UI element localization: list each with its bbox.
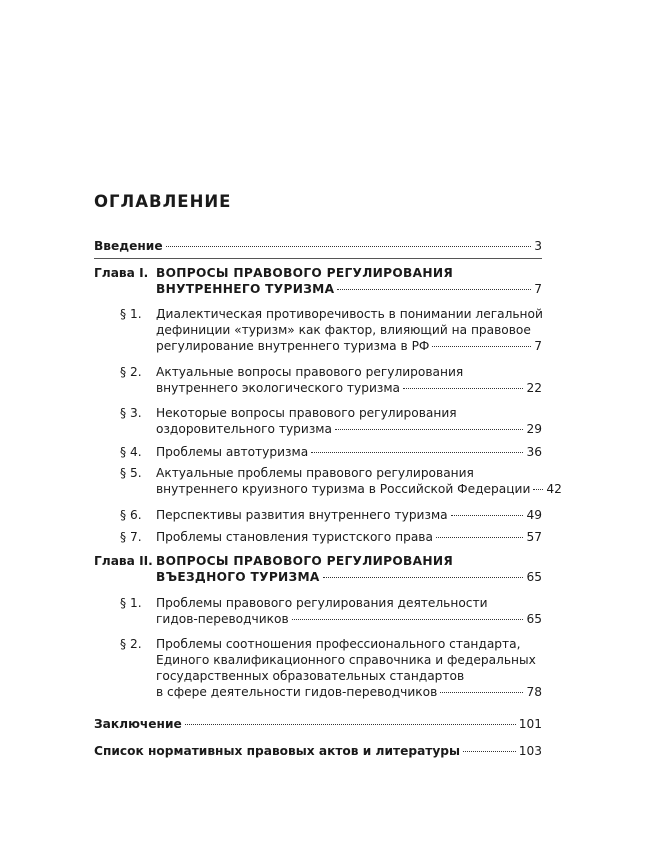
chapter-label: Глава II. bbox=[94, 554, 153, 568]
section-title-line: Проблемы становления туристского права bbox=[156, 530, 433, 544]
dot-leader bbox=[311, 452, 523, 453]
toc-entry-section[interactable] bbox=[94, 529, 542, 545]
section-number: § 1. bbox=[120, 307, 142, 321]
chapter-label: Глава I. bbox=[94, 266, 149, 280]
entry-label: Список нормативных правовых актов и литературы bbox=[94, 744, 461, 758]
section-title-line: Актуальные вопросы правового регулирования bbox=[156, 365, 464, 379]
toc-entry-section[interactable] bbox=[94, 636, 542, 700]
page-number: 7 bbox=[534, 282, 542, 296]
entry-label: Введение bbox=[94, 239, 163, 253]
page-number: 22 bbox=[526, 381, 542, 395]
page-number: 29 bbox=[526, 422, 542, 436]
section-number: § 6. bbox=[120, 508, 142, 522]
section-title-line: Перспективы развития внутреннего туризма bbox=[156, 508, 448, 522]
dot-leader bbox=[335, 429, 524, 430]
page-number: 101 bbox=[518, 717, 542, 731]
section-title-line: Проблемы автотуризма bbox=[156, 445, 309, 459]
dot-leader bbox=[533, 489, 543, 490]
section-number: § 5. bbox=[120, 466, 142, 480]
dot-leader bbox=[292, 619, 524, 620]
section-title-line: Некоторые вопросы правового регулирования bbox=[156, 406, 457, 420]
toc-entry-intro[interactable] bbox=[94, 238, 542, 254]
section-number: § 4. bbox=[120, 445, 142, 459]
dot-leader bbox=[323, 577, 524, 578]
page-number: 78 bbox=[526, 685, 542, 699]
page-number: 36 bbox=[526, 445, 542, 459]
toc-title: ОГЛАВЛЕНИЕ bbox=[94, 192, 232, 211]
toc-entry-section[interactable] bbox=[94, 306, 542, 354]
section-title-line: регулирование внутреннего туризма в РФ bbox=[156, 339, 430, 353]
dot-leader bbox=[463, 751, 516, 752]
toc-entry-chapter-2[interactable] bbox=[94, 553, 542, 585]
section-title-line: дефиниции «туризм» как фактор, влияющий на правовое bbox=[156, 323, 531, 337]
toc-entry-section[interactable] bbox=[94, 507, 542, 523]
dot-leader bbox=[432, 346, 531, 347]
section-title-line: Проблемы правового регулирования деятельности bbox=[156, 596, 488, 610]
page-number: 65 bbox=[526, 570, 542, 584]
section-number: § 7. bbox=[120, 530, 142, 544]
section-title-line: в сфере деятельности гидов-переводчиков bbox=[156, 685, 438, 699]
page-number: 65 bbox=[526, 612, 542, 626]
page-number: 49 bbox=[526, 508, 542, 522]
toc-entry-section[interactable] bbox=[94, 364, 542, 396]
section-title-line: Актуальные проблемы правового регулирования bbox=[156, 466, 474, 480]
entry-label: Заключение bbox=[94, 717, 182, 731]
chapter-title-line: ВОПРОСЫ ПРАВОВОГО РЕГУЛИРОВАНИЯ bbox=[156, 554, 454, 568]
chapter-title-line: ВЪЕЗДНОГО ТУРИЗМА bbox=[156, 570, 320, 584]
section-title-line: внутреннего экологического туризма bbox=[156, 381, 401, 395]
toc-entry-section[interactable] bbox=[94, 465, 562, 497]
page-number: 42 bbox=[546, 482, 562, 496]
section-number: § 2. bbox=[120, 365, 142, 379]
divider bbox=[94, 258, 542, 259]
section-title-line: оздоровительного туризма bbox=[156, 422, 332, 436]
toc-entry-bibliography[interactable] bbox=[94, 743, 542, 759]
section-number: § 2. bbox=[120, 637, 142, 651]
toc-entry-section[interactable] bbox=[94, 405, 542, 437]
toc-entry-section[interactable] bbox=[94, 595, 542, 627]
dot-leader bbox=[166, 246, 532, 247]
section-number: § 3. bbox=[120, 406, 142, 420]
chapter-title-line: ВНУТРЕННЕГО ТУРИЗМА bbox=[156, 282, 335, 296]
page-number: 7 bbox=[534, 339, 542, 353]
chapter-title-line: ВОПРОСЫ ПРАВОВОГО РЕГУЛИРОВАНИЯ bbox=[156, 266, 454, 280]
dot-leader bbox=[451, 515, 524, 516]
toc-entry-conclusion[interactable] bbox=[94, 716, 542, 732]
toc-entry-section[interactable] bbox=[94, 444, 542, 460]
section-title-line: государственных образовательных стандартов bbox=[156, 669, 465, 683]
section-title-line: Диалектическая противоречивость в понимании легальной bbox=[156, 307, 543, 321]
section-number: § 1. bbox=[120, 596, 142, 610]
dot-leader bbox=[337, 289, 531, 290]
page-number: 57 bbox=[526, 530, 542, 544]
dot-leader bbox=[440, 692, 523, 693]
section-title-line: внутреннего круизного туризма в Российской Федерации bbox=[156, 482, 531, 496]
page-number: 103 bbox=[518, 744, 542, 758]
dot-leader bbox=[436, 537, 524, 538]
section-title-line: гидов-переводчиков bbox=[156, 612, 289, 626]
section-title-line: Проблемы соотношения профессионального стандарта, bbox=[156, 637, 521, 651]
page-number: 3 bbox=[534, 239, 542, 253]
dot-leader bbox=[185, 724, 516, 725]
section-title-line: Единого квалификационного справочника и федеральных bbox=[156, 653, 536, 667]
dot-leader bbox=[403, 388, 523, 389]
toc-entry-chapter-1[interactable] bbox=[94, 265, 542, 297]
